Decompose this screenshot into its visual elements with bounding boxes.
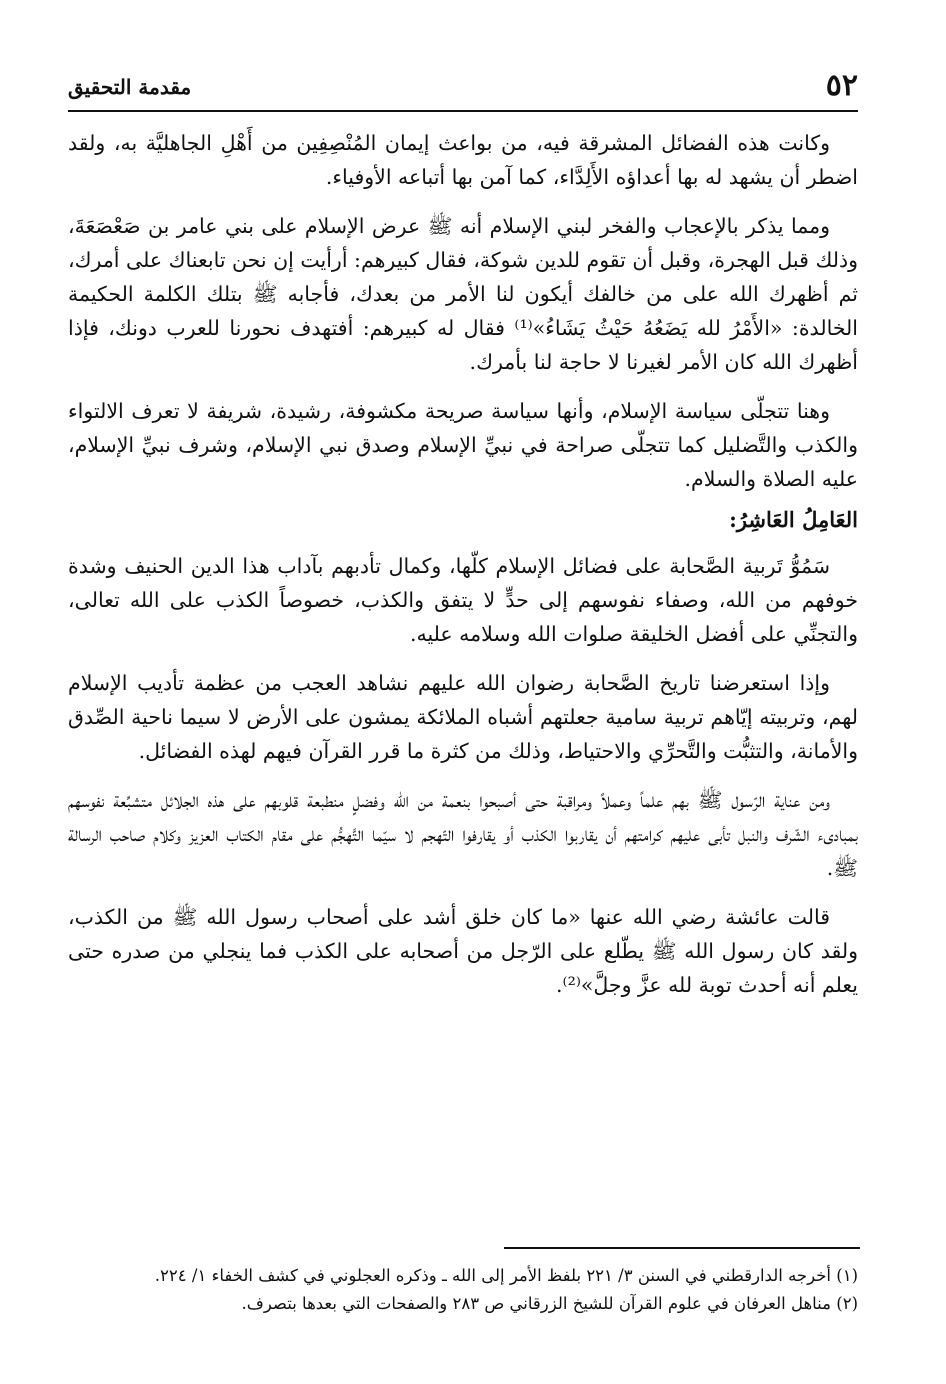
page-body	[68, 126, 858, 1017]
page-header	[68, 66, 858, 112]
page-number: ٥٢	[825, 68, 858, 103]
paragraph: ومن عناية الرّسول ﷺ بهم علماً وعملاً ومراقبة حتى أصبحوا بنعمة من الله وفضلٍ منطبعة قلوبهم على هذه الجلائل متشبِّعة نفوسهم بمبادىء الشّرف والنبل تأبى عليهم كرامتهم أن يقاربوا الكذب أو يقارفوا التّهجم لا سيّما التَّهجُّم على مقام الكتاب العزيز وكلام صاحب الرسالة ﷺ.	[68, 788, 858, 880]
paragraph: وإذا استعرضنا تاريخ الصَّحابة رضوان الله عليهم نشاهد العجب من عظمة تأديب الإسلام لهم، وتربيته إيّاهم تربية سامية جعلتهم أشباه الملائكة يمشون على الأرض لا سيما ناحية الصِّدق والأمانة، والتثبُّت والتَّحرِّي والاحتياط، وذلك من كثرة ما قرر القرآن فيهم لهذه الفضائل.	[68, 671, 858, 763]
running-title: مقدمة التحقيق	[68, 75, 192, 99]
paragraph: ومما يذكر بالإعجاب والفخر لبني الإسلام أنه ﷺ عرض الإسلام على بني عامر بن صَعْصَعَةَ، وذلك قبل الهجرة، وقبل أن تقوم للدين شوكة، فقال كبيرهم: أرأيت إن نحن تابعناك على أمرك، ثم أظهرك الله على من خالفك أيكون لنا الأمر من بعدك، فأجابه ﷺ بتلك الكلمة الحكيمة الخالدة: «الأَمْرُ لله يَضَعُهُ حَيْثُ يَشَاءُ»⁽¹⁾ فقال له كبيرهم: أفتهدف نحورنا للعرب دونك، فإذا أظهرك الله كان الأمر لغيرنا لا حاجة لنا بأمرك.	[68, 214, 858, 374]
footnotes	[68, 1262, 858, 1318]
paragraph: وكانت هذه الفضائل المشرقة فيه، من بواعث إيمان المُنْصِفِين من أَهْلِ الجاهليَّة به، ولقد اضطر أن يشهد له بها أعداؤه الأَلِدَّاء، كما آمن بها أتباعه الأوفياء.	[68, 131, 858, 189]
section-title: العَامِلُ العَاشِرُ:	[729, 507, 858, 532]
paragraph: وهنا تتجلّى سياسة الإسلام، وأنها سياسة صريحة مكشوفة، رشيدة، شريفة لا تعرف الالتواء والكذب والتَّضليل كما تتجلّى صراحة في نبيِّ الإسلام وصدق نبي الإسلام، وشرف نبيِّ الإسلام، عليه الصلاة والسلام.	[68, 399, 858, 491]
footnote: (٢) مناهل العرفان في علوم القرآن للشيخ الزرقاني ص ٢٨٣ والصفحات التي بعدها بتصرف.	[241, 1294, 858, 1313]
footnote: (١) أخرجه الدارقطني في السنن ٣/ ٢٢١ بلفظ الأمر إلى الله ـ وذكره العجلوني في كشف الخفاء ١/ ٢٢٤.	[154, 1266, 858, 1285]
footnote-divider	[504, 1247, 860, 1249]
paragraph: قالت عائشة رضي الله عنها «ما كان خلق أشد على أصحاب رسول الله ﷺ من الكذب، ولقد كان رسول الله ﷺ يطّلع على الرّجل من أصحابه على الكذب فما ينجلي من صدره حتى يعلم أنه أحدث توبة لله عزَّ وجلَّ»⁽²⁾.	[68, 905, 858, 997]
paragraph: سَمُوُّ تَربية الصَّحابة على فضائل الإسلام كلّها، وكمال تأدبهم بآداب هذا الدين الحنيف وشدة خوفهم من الله، وصفاء نفوسهم إلى حدٍّ لا يتفق والكذب، خصوصاً الكذب على الله تعالى، والتجنِّي على أفضل الخليقة صلوات الله وسلامه عليه.	[68, 554, 858, 646]
